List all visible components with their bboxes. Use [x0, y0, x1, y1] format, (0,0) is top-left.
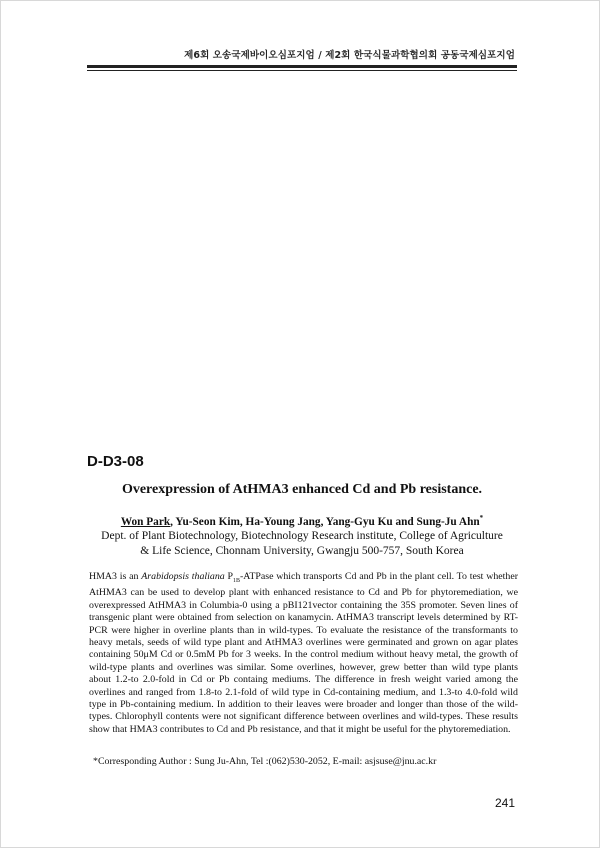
corresponding-author: *Corresponding Author : Sung Ju-Ahn, Tel :(062)530-2052, E-mail: asjsuse@jnu.ac.kr — [93, 756, 437, 767]
affiliation-line-2: & Life Science, Chonnam University, Gwangju 500-757, South Korea — [140, 545, 464, 557]
corresponding-mark: * — [479, 514, 484, 522]
abstract-code: D-D3-08 — [87, 453, 144, 470]
author-list — [87, 514, 517, 528]
presenting-author: Won Park — [120, 515, 171, 528]
co-authors: , Yu-Seon Kim, Ha-Young Jang, Yang-Gyu Ku and Sung-Ju Ahn — [170, 515, 480, 528]
atpase-subscript: 1B — [232, 577, 240, 584]
abstract-text: -ATPase which transports Cd and Pb in the plant cell. To test whether AtHMA3 can be used to develop plant with enhanced resistance to Cd and Pb for phytoremediation, we overexpressed AtHMA3 in Columbia-0 using a pBI121vector containing the 35S promoter. Seven lines of transgenic plant were obtained from selection on kanamycin. AtHMA3 transcript levels determined by RT-PCR were higher in overline plants than in wild-types. To evaluate the resistance of the transformants to heavy metals, seeds of wild type plant and AtHMA3 overlines were germinated and grown on agar plates containing 50μM Cd or 0.5mM Pb for 3 weeks. In the control medium without heavy metal, the growth of wild-type plants and overlines was similar. Some overlines, however, grew better than wild type plants about 1.2-to 2.0-fold in Cd or Pb containg mediums. The difference in fresh weight varied among the overlines and ranged from 1.8-to 2.1-fold of wild type in Cd-containing medium, and 1.3-to 4.0-fold wild type in Pb-containing medium. In addition to their leaves were broader and longer than those of the wild-types. Chlorophyll contents were not significant difference between overlines and wild-types. These results show that HMA3 contributes to Cd and Pb resistance, and that it might be useful for the phytoremediation. — [89, 571, 519, 735]
atpase-p: P — [224, 571, 233, 582]
page-number: 241 — [494, 796, 515, 810]
affiliation-line-1: Dept. of Plant Biotechnology, Biotechnology Research institute, College of Agriculture — [101, 530, 503, 542]
paper-title: Overexpression of AtHMA3 enhanced Cd and Pb resistance. — [121, 482, 483, 497]
header-rule-thick — [87, 65, 517, 68]
affiliation — [87, 529, 517, 559]
header-rule-thin — [87, 70, 517, 71]
running-header: 제6회 오송국제바이오심포지엄 / 제2회 한국식물과학협의회 공동국제심포지엄 — [184, 50, 515, 61]
abstract-body — [89, 571, 518, 736]
species-name: Arabidopsis thaliana — [141, 571, 225, 582]
abstract-lead: HMA3 is an — [89, 571, 142, 582]
